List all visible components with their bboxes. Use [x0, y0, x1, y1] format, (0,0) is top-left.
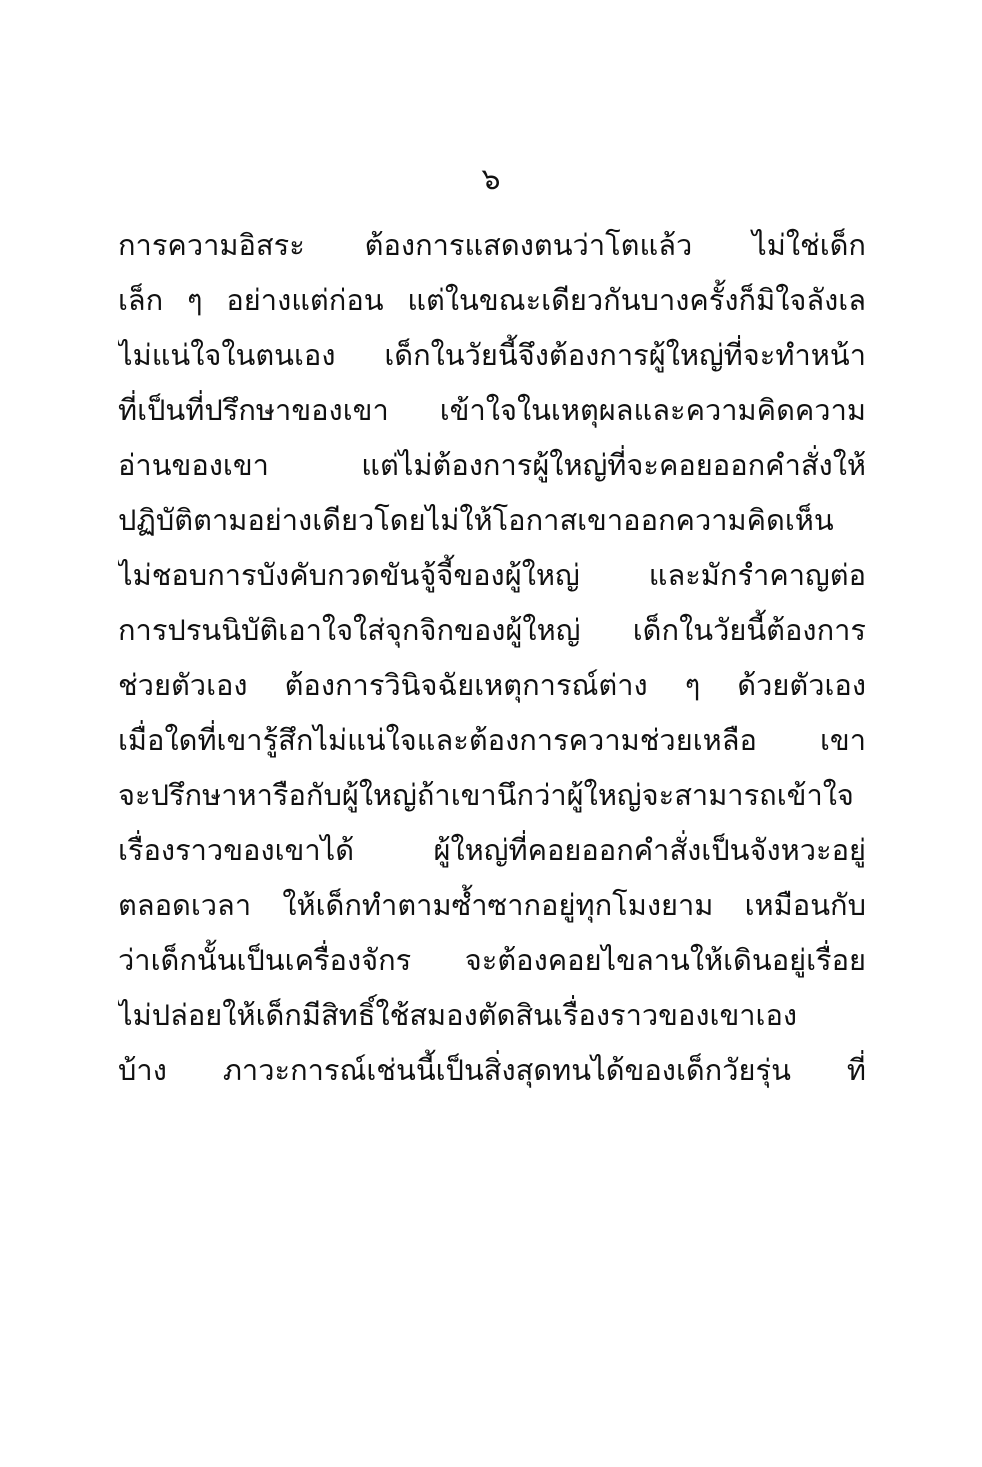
text-line: จะปรึกษาหารือกับผู้ใหญ่ถ้าเขานึกว่าผู้ใหญ่จะสามารถเข้าใจ	[118, 778, 854, 812]
text-line: การความอิสระ ต้องการแสดงตนว่าโตแล้ว ไม่ใช่เด็ก	[118, 228, 866, 262]
text-line: เล็ก ๆ อย่างแต่ก่อน แต่ในขณะเดียวกันบางครั้งก็มิใจลังเล	[118, 283, 866, 317]
text-line: การปรนนิบัติเอาใจใส่จุกจิกของผู้ใหญ่ เด็กในวัยนี้ต้องการ	[118, 613, 866, 647]
text-line: เรื่องราวของเขาได้ ผู้ใหญ่ที่คอยออกคำสั่งเป็นจังหวะอยู่	[118, 833, 866, 867]
body-paragraph	[118, 218, 866, 1098]
text-line: ตลอดเวลา ให้เด็กทำตามซ้ำซากอยู่ทุกโมงยาม เหมือนกับ	[118, 888, 866, 922]
text-line: ปฏิบัติตามอย่างเดียวโดยไม่ให้โอกาสเขาออกความคิดเห็น	[118, 503, 834, 537]
text-line: เมื่อใดที่เขารู้สึกไม่แน่ใจและต้องการความช่วยเหลือ เขา	[118, 723, 866, 757]
page-number: ๖	[481, 162, 501, 197]
text-line: ไม่ปล่อยให้เด็กมีสิทธิ์ใช้สมองตัดสินเรื่องราวของเขาเอง	[118, 998, 798, 1032]
text-line: ว่าเด็กนั้นเป็นเครื่องจักร จะต้องคอยไขลานให้เดินอยู่เรื่อย	[118, 943, 866, 977]
text-line: ช่วยตัวเอง ต้องการวินิจฉัยเหตุการณ์ต่าง ๆ ด้วยตัวเอง	[118, 668, 866, 702]
text-line: ไม่แน่ใจในตนเอง เด็กในวัยนี้จึงต้องการผู้ใหญ่ที่จะทำหน้า	[118, 338, 866, 372]
text-line: ที่เป็นที่ปรึกษาของเขา เข้าใจในเหตุผลและความคิดความ	[118, 393, 866, 427]
text-line: ไม่ชอบการบังคับกวดขันจู้จี้ของผู้ใหญ่ และมักรำคาญต่อ	[118, 558, 866, 592]
text-line: อ่านของเขา แต่ไม่ต้องการผู้ใหญ่ที่จะคอยออกคำสั่งให้	[118, 448, 866, 482]
text-line: บ้าง ภาวะการณ์เช่นนี้เป็นสิ่งสุดทนได้ของเด็กวัยรุ่น ที่	[118, 1053, 866, 1087]
